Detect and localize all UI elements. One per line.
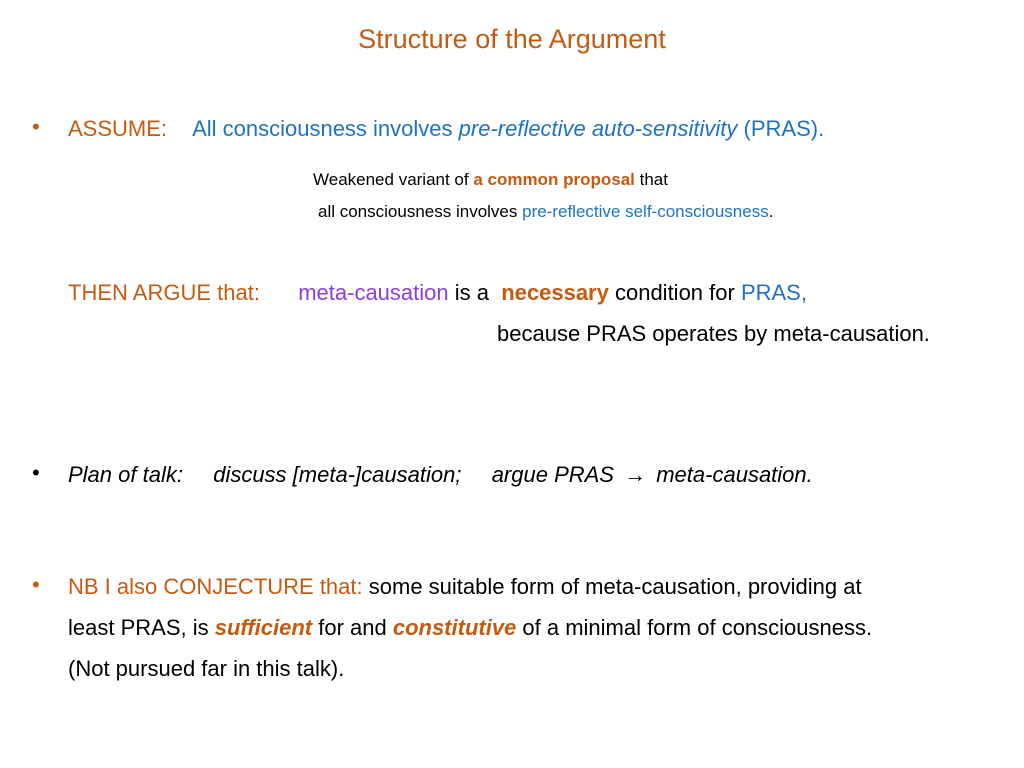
argue-necessary: necessary <box>501 280 609 305</box>
assume-text-post: (PRAS). <box>737 116 825 141</box>
bullet-assume: • <box>32 114 40 139</box>
arrow-right-icon: → <box>624 462 647 487</box>
nb-constitutive: constitutive <box>392 615 517 640</box>
plan-argue: argue PRAS <box>491 462 614 487</box>
argue-pras: PRAS, <box>740 280 807 305</box>
variant-line-1 <box>313 168 668 192</box>
nb-line-1 <box>68 572 862 602</box>
variant2-post: . <box>768 202 774 221</box>
plan-label: Plan of talk: <box>68 462 183 487</box>
argue-because: because PRAS operates by meta-causation. <box>497 321 930 346</box>
nb-sufficient: sufficient <box>214 615 313 640</box>
argue-meta-causation: meta-causation <box>298 280 449 305</box>
plan-line <box>68 460 813 490</box>
nb-line1-rest: some suitable form of meta-causation, providing at <box>362 574 862 599</box>
nb-line2-mid: for and <box>312 615 393 640</box>
nb-line-2 <box>68 613 872 643</box>
assume-text-italic: pre-reflective auto-sensitivity <box>458 116 738 141</box>
plan-discuss: discuss [meta-]causation; <box>213 462 462 487</box>
nb-line-3: (Not pursued far in this talk). <box>68 656 345 681</box>
nb-line2-pre: least PRAS, is <box>68 615 215 640</box>
argue-condition: condition for <box>608 280 741 305</box>
slide-title: Structure of the Argument <box>358 24 666 54</box>
assume-line <box>68 114 824 144</box>
variant-line-2 <box>318 200 773 224</box>
bullet-plan: • <box>32 460 40 485</box>
variant-post: that <box>634 170 668 189</box>
variant-pre: Weakened variant of <box>313 170 474 189</box>
variant-common-proposal: a common proposal <box>473 170 635 189</box>
argue-line <box>68 278 807 308</box>
variant2-pre: all consciousness involves <box>318 202 523 221</box>
variant2-blue: pre-reflective self-consciousness <box>522 202 769 221</box>
assume-text-pre: All consciousness involves <box>192 116 459 141</box>
assume-label: ASSUME: <box>68 116 168 141</box>
argue-is-a: is a <box>448 280 502 305</box>
nb-label: NB I also CONJECTURE that: <box>68 574 363 599</box>
bullet-nb: • <box>32 572 40 597</box>
argue-label: THEN ARGUE that: <box>68 280 260 305</box>
nb-line2-post: of a minimal form of consciousness. <box>516 615 873 640</box>
plan-meta: meta-causation. <box>656 462 813 487</box>
